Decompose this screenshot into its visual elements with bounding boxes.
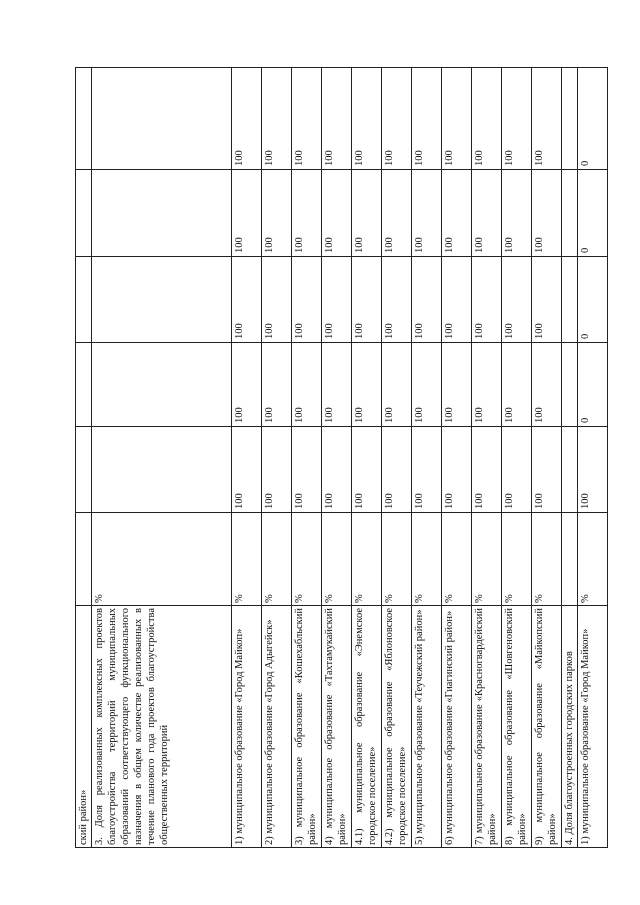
value-cell: 100 (382, 343, 412, 427)
indicator-name-cell: 8) муниципальное образование «Шовгеновский район» (502, 606, 532, 848)
table-row (382, 68, 412, 848)
value-cell: 100 (382, 257, 412, 343)
value-cell: 100 (532, 343, 562, 427)
indicator-name-cell: 7) муниципальное образование «Красногвардейский район» (472, 606, 502, 848)
value-cell: 100 (532, 257, 562, 343)
value-cell: 100 (502, 343, 532, 427)
value-cell: 100 (532, 68, 562, 170)
value-cell: 100 (232, 68, 262, 170)
value-cell: 100 (352, 170, 382, 257)
unit-cell: % (412, 513, 442, 606)
table-row (472, 68, 502, 848)
value-cell: 100 (262, 68, 292, 170)
unit-cell: % (442, 513, 472, 606)
value-cell: 100 (532, 427, 562, 513)
value-cell: 100 (232, 427, 262, 513)
indicator-table (75, 67, 608, 848)
value-cell: 100 (262, 427, 292, 513)
unit-cell: % (472, 513, 502, 606)
value-cell: 100 (502, 68, 532, 170)
indicator-name-cell: 1) муниципальное образование «Город Майкоп» (232, 606, 262, 848)
value-cell: 0 (578, 170, 608, 257)
value-cell (562, 170, 578, 257)
indicator-name-cell: ский район» (76, 606, 92, 848)
indicator-name-cell: 6) муниципальное образование «Гиагинский район» (442, 606, 472, 848)
table-row (92, 68, 232, 848)
value-cell: 100 (352, 427, 382, 513)
indicator-name-cell: 9) муниципальное образование «Майкопский район» (532, 606, 562, 848)
value-cell: 100 (232, 343, 262, 427)
indicator-name-cell: 5) муниципальное образование «Теучежский район» (412, 606, 442, 848)
value-cell: 100 (292, 257, 322, 343)
value-cell: 100 (232, 257, 262, 343)
value-cell (562, 427, 578, 513)
indicator-table-body (76, 68, 608, 848)
value-cell: 100 (472, 68, 502, 170)
table-row (578, 68, 608, 848)
unit-cell: % (232, 513, 262, 606)
table-row (322, 68, 352, 848)
table-row (262, 68, 292, 848)
table-row (532, 68, 562, 848)
value-cell: 100 (382, 170, 412, 257)
table-row (352, 68, 382, 848)
value-cell: 100 (322, 427, 352, 513)
table-row (412, 68, 442, 848)
value-cell: 100 (292, 68, 322, 170)
value-cell: 100 (352, 68, 382, 170)
value-cell: 100 (442, 68, 472, 170)
indicator-name-cell: 4. Доля благоустроенных городских парков (562, 606, 578, 848)
unit-cell: % (292, 513, 322, 606)
table-row (442, 68, 472, 848)
rotated-document-page (75, 68, 640, 848)
value-cell (92, 257, 232, 343)
value-cell: 100 (382, 68, 412, 170)
indicator-name-cell: 3. Доля реализованных комплексных проектов благоустройства территорий муниципальных образований соответствующего функционального назначения в общем количестве реализованных в течение планового года проектов благоустройства общественных территорий (92, 606, 232, 848)
unit-cell: % (382, 513, 412, 606)
value-cell: 100 (292, 427, 322, 513)
indicator-name-cell: 4.2) муниципальное образование «Яблоновское городское поселение» (382, 606, 412, 848)
value-cell: 100 (322, 257, 352, 343)
value-cell (92, 68, 232, 170)
value-cell: 100 (412, 257, 442, 343)
value-cell (76, 68, 92, 170)
value-cell: 100 (578, 427, 608, 513)
value-cell: 100 (352, 257, 382, 343)
table-row (292, 68, 322, 848)
value-cell: 100 (292, 170, 322, 257)
value-cell: 100 (412, 427, 442, 513)
value-cell: 100 (412, 343, 442, 427)
unit-cell (76, 513, 92, 606)
value-cell: 100 (472, 170, 502, 257)
unit-cell: % (532, 513, 562, 606)
unit-cell: % (578, 513, 608, 606)
value-cell: 100 (382, 427, 412, 513)
table-row (562, 68, 578, 848)
value-cell (76, 343, 92, 427)
unit-cell: % (322, 513, 352, 606)
table-row (502, 68, 532, 848)
value-cell (562, 343, 578, 427)
value-cell: 100 (442, 170, 472, 257)
value-cell: 100 (412, 170, 442, 257)
value-cell: 100 (322, 170, 352, 257)
value-cell: 100 (262, 170, 292, 257)
value-cell: 100 (352, 343, 382, 427)
value-cell (92, 427, 232, 513)
indicator-name-cell: 4) муниципальное образование «Тахтамукайский район» (322, 606, 352, 848)
value-cell (92, 170, 232, 257)
value-cell (76, 427, 92, 513)
value-cell: 100 (472, 343, 502, 427)
unit-cell: % (92, 513, 232, 606)
unit-cell: % (502, 513, 532, 606)
value-cell: 100 (232, 170, 262, 257)
unit-cell: % (262, 513, 292, 606)
value-cell (92, 343, 232, 427)
value-cell: 100 (532, 170, 562, 257)
indicator-name-cell: 4.1) муниципальное образование «Энемское городское поселение» (352, 606, 382, 848)
value-cell (76, 170, 92, 257)
table-row (232, 68, 262, 848)
value-cell: 100 (322, 68, 352, 170)
unit-cell: % (352, 513, 382, 606)
value-cell: 100 (442, 427, 472, 513)
indicator-name-cell: 3) муниципальное образование «Кошехабльский район» (292, 606, 322, 848)
table-row (76, 68, 92, 848)
value-cell: 100 (442, 257, 472, 343)
value-cell: 100 (442, 343, 472, 427)
value-cell: 0 (578, 68, 608, 170)
indicator-name-cell: 2) муниципальное образование «Город Адыгейск» (262, 606, 292, 848)
value-cell (76, 257, 92, 343)
value-cell: 100 (262, 343, 292, 427)
indicator-name-cell: 1) муниципальное образование «Город Майкоп» (578, 606, 608, 848)
value-cell: 100 (502, 427, 532, 513)
value-cell: 0 (578, 257, 608, 343)
unit-cell (562, 513, 578, 606)
value-cell: 100 (472, 427, 502, 513)
value-cell: 100 (412, 68, 442, 170)
value-cell: 0 (578, 343, 608, 427)
value-cell: 100 (262, 257, 292, 343)
value-cell: 100 (322, 343, 352, 427)
value-cell (562, 68, 578, 170)
value-cell: 100 (502, 170, 532, 257)
value-cell (562, 257, 578, 343)
value-cell: 100 (292, 343, 322, 427)
value-cell: 100 (472, 257, 502, 343)
value-cell: 100 (502, 257, 532, 343)
